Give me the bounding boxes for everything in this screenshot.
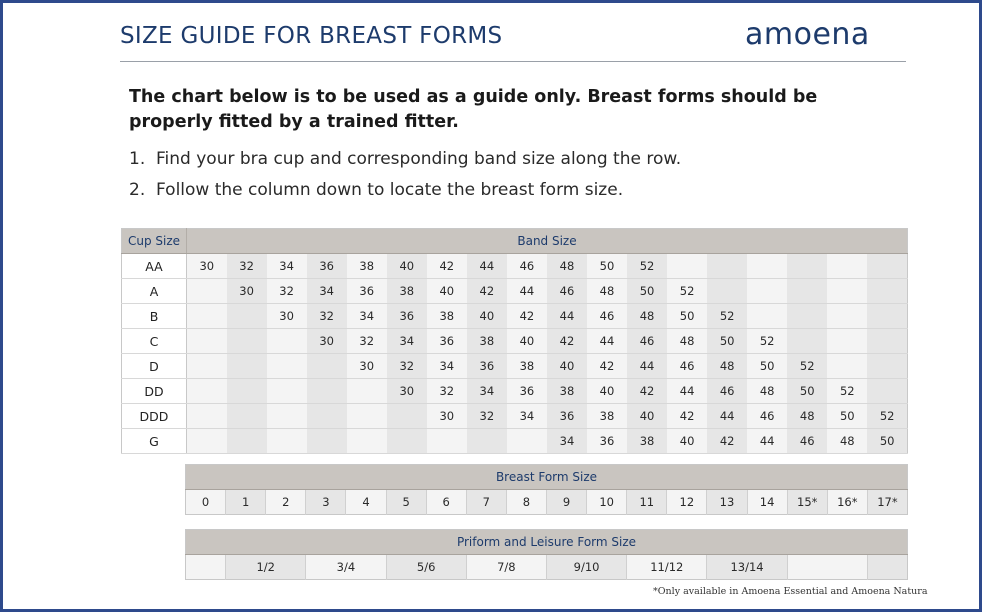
band-size-cell — [347, 379, 387, 404]
band-size-cell — [747, 279, 787, 304]
band-size-cell — [347, 429, 387, 454]
band-size-cell: 30 — [387, 379, 427, 404]
band-size-cell: 48 — [547, 254, 587, 279]
band-size-cell: 32 — [267, 279, 307, 304]
band-size-cell — [867, 329, 907, 354]
band-size-cell: 48 — [667, 329, 707, 354]
band-size-cell: 30 — [307, 329, 347, 354]
band-size-cell: 36 — [347, 279, 387, 304]
band-size-cell — [667, 254, 707, 279]
band-size-cell — [187, 304, 227, 329]
band-size-cell: 44 — [587, 329, 627, 354]
band-size-cell — [187, 279, 227, 304]
band-size-cell — [747, 304, 787, 329]
band-size-cell: 46 — [747, 404, 787, 429]
band-size-cell: 52 — [867, 404, 907, 429]
band-size-cell: 38 — [387, 279, 427, 304]
priform-size-row — [186, 555, 908, 580]
band-size-cell: 30 — [187, 254, 227, 279]
breast-form-size-cell: 9 — [546, 490, 586, 515]
band-size-cell: 32 — [427, 379, 467, 404]
breast-form-size-cell: 2 — [266, 490, 306, 515]
breast-form-size-cell: 8 — [506, 490, 546, 515]
band-size-cell: 34 — [547, 429, 587, 454]
band-size-cell: 44 — [707, 404, 747, 429]
cup-size-header: Cup Size — [122, 229, 187, 254]
band-size-cell: 44 — [667, 379, 707, 404]
band-size-cell — [267, 429, 307, 454]
band-size-cell: 44 — [467, 254, 507, 279]
breast-form-size-cell: 4 — [346, 490, 386, 515]
band-size-cell — [867, 354, 907, 379]
band-size-cell — [867, 379, 907, 404]
cup-size-cell: DD — [122, 379, 187, 404]
band-size-cell: 40 — [587, 379, 627, 404]
step-number: 1. — [129, 149, 146, 169]
step-1 — [129, 146, 681, 177]
priform-size-cell: 13/14 — [707, 555, 787, 580]
band-size-cell — [267, 329, 307, 354]
priform-size-cell: 7/8 — [466, 555, 546, 580]
band-size-cell: 44 — [627, 354, 667, 379]
band-size-cell — [307, 354, 347, 379]
band-size-cell: 50 — [747, 354, 787, 379]
priform-size-cell: 11/12 — [627, 555, 707, 580]
band-size-cell: 44 — [507, 279, 547, 304]
band-size-cell: 50 — [827, 404, 867, 429]
instruction-steps — [129, 146, 681, 208]
band-size-cell: 40 — [627, 404, 667, 429]
breast-form-size-cell: 5 — [386, 490, 426, 515]
band-size-cell — [187, 379, 227, 404]
band-size-cell: 32 — [307, 304, 347, 329]
breast-form-size-cell: 10 — [587, 490, 627, 515]
step-2 — [129, 177, 681, 208]
band-size-cell: 52 — [627, 254, 667, 279]
intro-text: The chart below is to be used as a guide only. Breast forms should be properly fitted by a trained fitter. — [129, 87, 818, 132]
band-size-cell: 52 — [747, 329, 787, 354]
band-size-cell: 50 — [667, 304, 707, 329]
cup-size-cell: G — [122, 429, 187, 454]
band-size-cell — [187, 429, 227, 454]
cup-size-cell: DDD — [122, 404, 187, 429]
band-size-header: Band Size — [187, 229, 908, 254]
band-size-cell — [787, 304, 827, 329]
band-size-cell: 30 — [347, 354, 387, 379]
band-size-cell: 42 — [707, 429, 747, 454]
band-size-cell — [187, 329, 227, 354]
band-size-cell: 48 — [627, 304, 667, 329]
title-divider — [120, 61, 906, 62]
band-size-cell — [387, 429, 427, 454]
priform-size-cell: 1/2 — [226, 555, 306, 580]
band-size-cell: 32 — [387, 354, 427, 379]
band-size-cell: 48 — [747, 379, 787, 404]
breast-form-size-cell: 12 — [667, 490, 707, 515]
band-size-cell: 52 — [667, 279, 707, 304]
band-size-cell: 32 — [467, 404, 507, 429]
band-size-cell: 38 — [627, 429, 667, 454]
band-size-cell: 34 — [307, 279, 347, 304]
band-size-cell — [787, 279, 827, 304]
band-size-cell — [267, 404, 307, 429]
band-size-cell: 46 — [547, 279, 587, 304]
band-size-cell: 46 — [787, 429, 827, 454]
priform-size-table — [185, 529, 908, 580]
band-size-cell: 38 — [347, 254, 387, 279]
priform-size-cell: 3/4 — [306, 555, 386, 580]
priform-size-cell: 5/6 — [386, 555, 466, 580]
table-row — [122, 429, 908, 454]
band-size-cell: 36 — [507, 379, 547, 404]
band-size-cell: 50 — [707, 329, 747, 354]
band-size-cell — [307, 404, 347, 429]
band-size-cell — [827, 279, 867, 304]
band-size-cell — [387, 404, 427, 429]
cup-size-cell: A — [122, 279, 187, 304]
band-size-cell: 34 — [267, 254, 307, 279]
breast-form-size-cell: 17* — [867, 490, 907, 515]
page-title: SIZE GUIDE FOR BREAST FORMS — [120, 23, 503, 49]
band-size-cell: 36 — [587, 429, 627, 454]
band-size-cell: 40 — [467, 304, 507, 329]
band-size-cell — [507, 429, 547, 454]
step-text: Follow the column down to locate the breast form size. — [156, 180, 624, 200]
table-row — [122, 329, 908, 354]
band-size-cell — [227, 379, 267, 404]
breast-form-size-cell: 1 — [226, 490, 266, 515]
band-size-cell — [707, 254, 747, 279]
table-row — [122, 279, 908, 304]
band-size-cell: 42 — [627, 379, 667, 404]
band-size-cell: 30 — [227, 279, 267, 304]
band-size-cell — [267, 354, 307, 379]
band-size-cell: 32 — [347, 329, 387, 354]
band-size-cell: 42 — [507, 304, 547, 329]
band-size-cell: 40 — [507, 329, 547, 354]
band-size-cell: 30 — [267, 304, 307, 329]
band-size-cell — [267, 379, 307, 404]
band-size-cell: 50 — [867, 429, 907, 454]
band-size-cell: 42 — [427, 254, 467, 279]
band-size-cell: 36 — [427, 329, 467, 354]
band-size-cell: 30 — [427, 404, 467, 429]
band-size-cell — [827, 329, 867, 354]
band-size-cell: 36 — [547, 404, 587, 429]
breast-form-size-header: Breast Form Size — [186, 465, 908, 490]
band-size-cell — [787, 329, 827, 354]
band-size-cell: 36 — [387, 304, 427, 329]
band-size-cell: 38 — [547, 379, 587, 404]
band-size-cell — [867, 304, 907, 329]
band-size-cell: 52 — [707, 304, 747, 329]
priform-size-header: Priform and Leisure Form Size — [186, 530, 908, 555]
band-size-cell — [747, 254, 787, 279]
band-size-cell — [347, 404, 387, 429]
band-size-cell — [307, 379, 347, 404]
band-size-cell: 44 — [547, 304, 587, 329]
cup-size-cell: C — [122, 329, 187, 354]
breast-form-size-cell: 7 — [466, 490, 506, 515]
band-size-cell: 52 — [787, 354, 827, 379]
band-size-cell — [467, 429, 507, 454]
band-size-cell — [227, 354, 267, 379]
band-size-cell: 38 — [427, 304, 467, 329]
step-text: Find your bra cup and corresponding band size along the row. — [156, 149, 682, 169]
table-row — [122, 404, 908, 429]
band-size-cell: 38 — [507, 354, 547, 379]
cup-size-cell: AA — [122, 254, 187, 279]
band-size-cell — [787, 254, 827, 279]
band-size-cell: 34 — [427, 354, 467, 379]
band-size-table — [121, 228, 908, 454]
band-size-cell — [427, 429, 467, 454]
breast-form-size-row — [186, 490, 908, 515]
band-size-cell — [227, 304, 267, 329]
step-number: 2. — [129, 180, 146, 200]
band-size-cell: 46 — [707, 379, 747, 404]
priform-size-cell: 9/10 — [546, 555, 626, 580]
band-size-cell — [187, 354, 227, 379]
breast-form-size-table — [185, 464, 908, 515]
band-size-cell — [307, 429, 347, 454]
band-size-cell — [827, 304, 867, 329]
footnote: *Only available in Amoena Essential and Amoena Natura — [653, 586, 928, 597]
band-size-cell: 46 — [667, 354, 707, 379]
band-size-cell — [867, 279, 907, 304]
band-size-cell: 52 — [827, 379, 867, 404]
band-size-cell: 40 — [547, 354, 587, 379]
band-size-cell — [227, 329, 267, 354]
band-size-cell — [187, 404, 227, 429]
band-size-cell: 34 — [467, 379, 507, 404]
band-size-cell: 38 — [467, 329, 507, 354]
band-size-cell: 42 — [667, 404, 707, 429]
band-size-cell: 42 — [587, 354, 627, 379]
breast-form-size-cell: 6 — [426, 490, 466, 515]
band-size-cell — [707, 279, 747, 304]
band-size-cell: 46 — [507, 254, 547, 279]
priform-size-cell — [867, 555, 907, 580]
breast-form-size-cell: 3 — [306, 490, 346, 515]
band-size-cell — [827, 254, 867, 279]
breast-form-size-cell: 14 — [747, 490, 787, 515]
band-size-cell: 48 — [707, 354, 747, 379]
breast-form-size-cell: 0 — [186, 490, 226, 515]
band-size-cell: 48 — [827, 429, 867, 454]
band-size-cell: 46 — [587, 304, 627, 329]
table-row — [122, 304, 908, 329]
band-size-cell: 34 — [387, 329, 427, 354]
band-size-cell: 42 — [467, 279, 507, 304]
band-size-cell: 42 — [547, 329, 587, 354]
breast-form-size-cell: 11 — [627, 490, 667, 515]
amoena-logo: amoena — [745, 17, 870, 52]
band-size-cell: 40 — [667, 429, 707, 454]
table-row — [122, 354, 908, 379]
band-size-cell: 50 — [787, 379, 827, 404]
band-size-cell: 32 — [227, 254, 267, 279]
band-size-cell: 36 — [307, 254, 347, 279]
band-size-cell: 50 — [627, 279, 667, 304]
band-size-cell: 46 — [627, 329, 667, 354]
band-size-cell — [227, 404, 267, 429]
band-size-cell — [867, 254, 907, 279]
band-size-cell: 40 — [387, 254, 427, 279]
priform-size-cell — [787, 555, 867, 580]
priform-size-cell — [186, 555, 226, 580]
breast-form-size-cell: 13 — [707, 490, 747, 515]
band-size-cell: 34 — [507, 404, 547, 429]
band-size-cell: 36 — [467, 354, 507, 379]
cup-size-cell: D — [122, 354, 187, 379]
band-size-cell — [227, 429, 267, 454]
band-size-cell: 44 — [747, 429, 787, 454]
band-size-cell: 34 — [347, 304, 387, 329]
band-size-cell: 50 — [587, 254, 627, 279]
cup-size-cell: B — [122, 304, 187, 329]
breast-form-size-cell: 16* — [827, 490, 867, 515]
band-size-cell: 48 — [587, 279, 627, 304]
band-size-cell: 40 — [427, 279, 467, 304]
breast-form-size-cell: 15* — [787, 490, 827, 515]
band-size-cell: 38 — [587, 404, 627, 429]
table-row — [122, 254, 908, 279]
band-size-cell — [827, 354, 867, 379]
band-size-cell: 48 — [787, 404, 827, 429]
table-row — [122, 379, 908, 404]
